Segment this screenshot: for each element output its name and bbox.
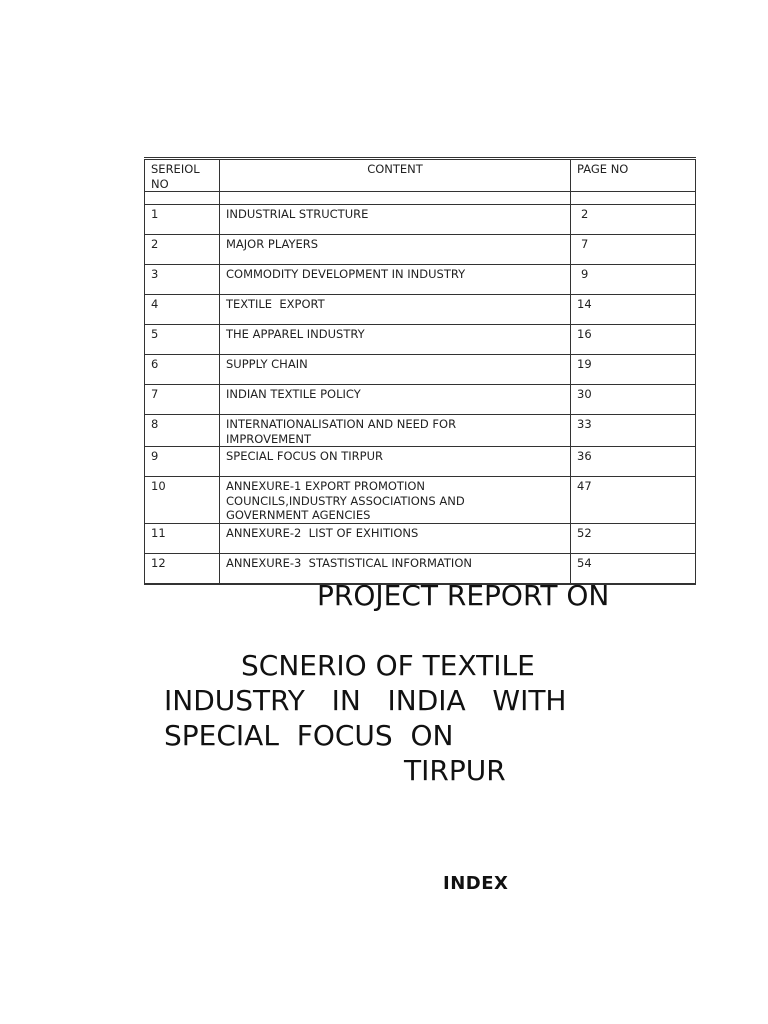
- table-header-row: [145, 159, 696, 192]
- title-line-2: SCNERIO OF TEXTILE: [241, 649, 535, 682]
- page-cell: 30: [571, 385, 696, 415]
- table-row: [145, 295, 696, 325]
- spacer-cell: [220, 192, 571, 205]
- index-heading: INDEX: [443, 873, 509, 894]
- page-cell: 9: [571, 265, 696, 295]
- content-cell: INTERNATIONALISATION AND NEED FOR IMPROVEMENT: [220, 415, 571, 447]
- table-row: [145, 385, 696, 415]
- content-cell: MAJOR PLAYERS: [220, 235, 571, 265]
- serial-cell: 10: [145, 477, 220, 524]
- spacer-cell: [145, 192, 220, 205]
- serial-cell: 2: [145, 235, 220, 265]
- table-row: [145, 477, 696, 524]
- serial-cell: 1: [145, 205, 220, 235]
- table-row: [145, 415, 696, 447]
- serial-cell: 4: [145, 295, 220, 325]
- page-cell: 2: [571, 205, 696, 235]
- table-row: [145, 523, 696, 553]
- content-cell: THE APPAREL INDUSTRY: [220, 325, 571, 355]
- serial-cell: 6: [145, 355, 220, 385]
- table-row: [145, 265, 696, 295]
- serial-cell: 5: [145, 325, 220, 355]
- page-cell: 54: [571, 553, 696, 584]
- table-row: [145, 447, 696, 477]
- table-row: [145, 355, 696, 385]
- page-cell: 19: [571, 355, 696, 385]
- page-cell: 36: [571, 447, 696, 477]
- contents-table: [144, 157, 696, 585]
- serial-cell: 11: [145, 523, 220, 553]
- page-cell: 16: [571, 325, 696, 355]
- serial-cell: 7: [145, 385, 220, 415]
- content-cell: COMMODITY DEVELOPMENT IN INDUSTRY: [220, 265, 571, 295]
- content-cell: INDIAN TEXTILE POLICY: [220, 385, 571, 415]
- page-cell: 52: [571, 523, 696, 553]
- title-line-5: TIRPUR: [404, 754, 506, 787]
- content-cell: TEXTILE EXPORT: [220, 295, 571, 325]
- table-row: [145, 205, 696, 235]
- content-cell: ANNEXURE-2 LIST OF EXHITIONS: [220, 523, 571, 553]
- page-cell: 33: [571, 415, 696, 447]
- table-spacer-row: [145, 192, 696, 205]
- page-cell: 14: [571, 295, 696, 325]
- header-serial-no: SEREIOL NO: [145, 159, 220, 192]
- serial-cell: 12: [145, 553, 220, 584]
- spacer-cell: [571, 192, 696, 205]
- serial-cell: 9: [145, 447, 220, 477]
- header-content: CONTENT: [220, 159, 571, 192]
- serial-cell: 3: [145, 265, 220, 295]
- table-row: [145, 325, 696, 355]
- title-line-1: PROJECT REPORT ON: [317, 579, 610, 612]
- header-page-no: PAGE NO: [571, 159, 696, 192]
- content-cell: INDUSTRIAL STRUCTURE: [220, 205, 571, 235]
- content-cell: SUPPLY CHAIN: [220, 355, 571, 385]
- content-cell: ANNEXURE-1 EXPORT PROMOTION COUNCILS,INDUSTRY ASSOCIATIONS AND GOVERNMENT AGENCIES: [220, 477, 571, 524]
- serial-cell: 8: [145, 415, 220, 447]
- page-cell: 7: [571, 235, 696, 265]
- title-line-3: INDUSTRY IN INDIA WITH: [164, 684, 567, 717]
- content-cell: SPECIAL FOCUS ON TIRPUR: [220, 447, 571, 477]
- table-row: [145, 235, 696, 265]
- title-line-4: SPECIAL FOCUS ON: [164, 719, 454, 752]
- page-cell: 47: [571, 477, 696, 524]
- content-cell: ANNEXURE-3 STASTISTICAL INFORMATION: [220, 553, 571, 584]
